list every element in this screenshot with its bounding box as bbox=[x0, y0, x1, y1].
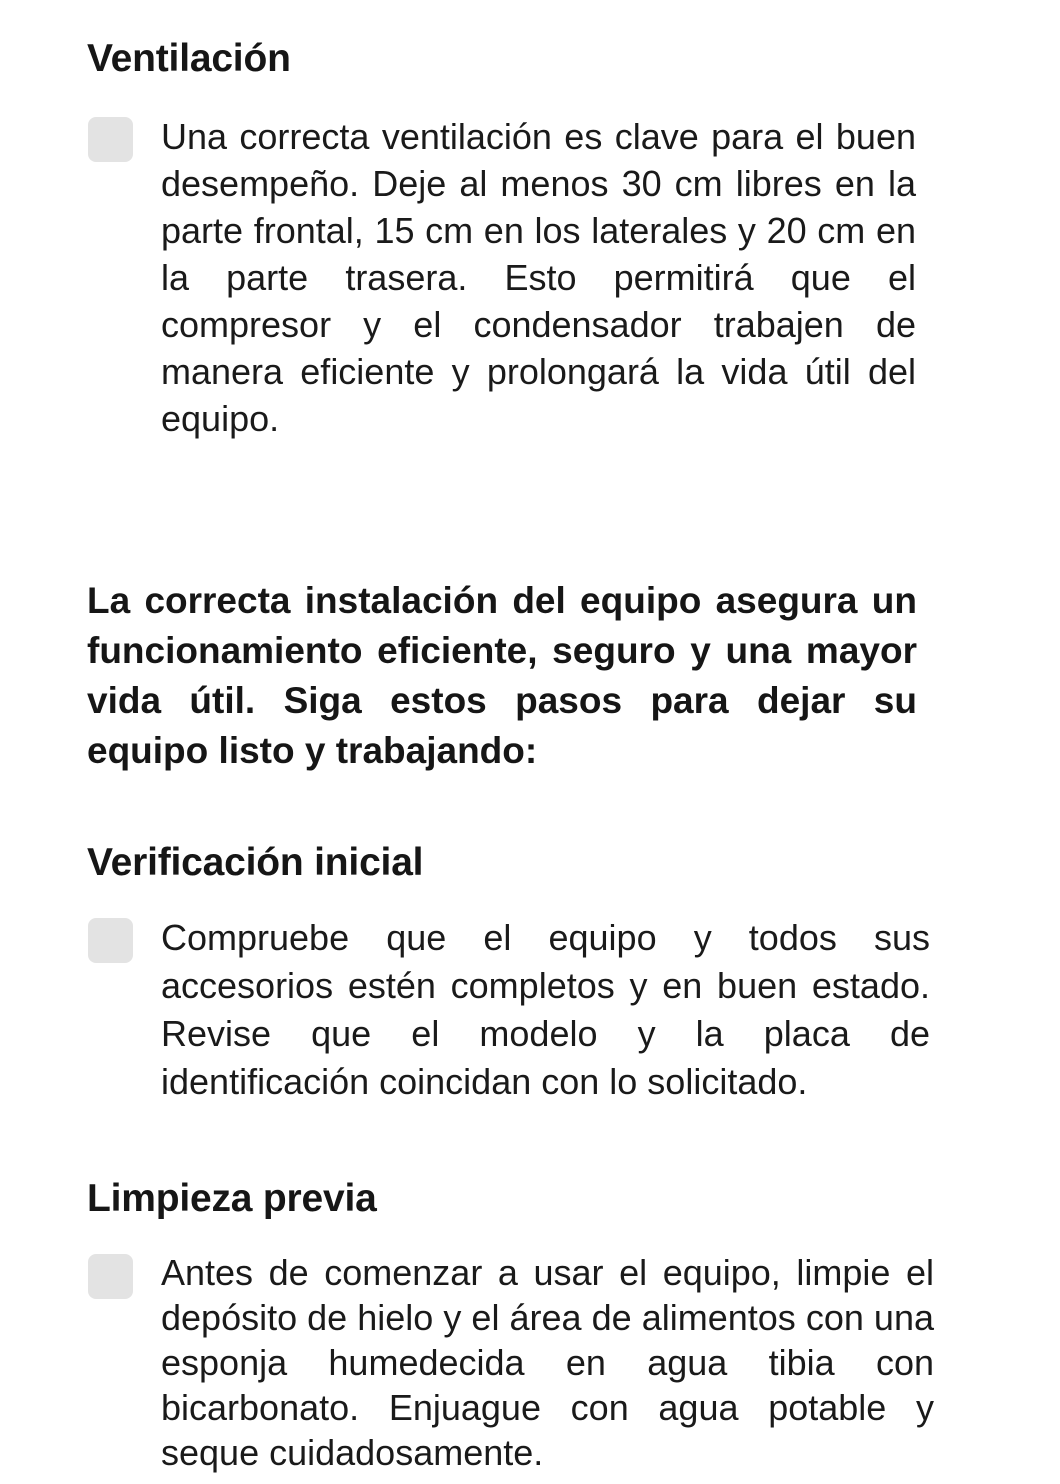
text-ventilacion: Una correcta ventilación es clave para el buen desempeño. Deje al menos 30 cm libres en la parte frontal, 15 cm en los laterales y 20 cm en la parte trasera. Esto permitirá que el compresor y el condensador trabajen de manera eficiente y prolongará la vida útil del equipo. bbox=[161, 116, 916, 439]
heading-verificacion: Verificación inicial bbox=[87, 841, 424, 884]
text-limpieza: Antes de comenzar a usar el equipo, limpie el depósito de hielo y el área de alimentos con una esponja humedecida en agua tibia con bicarbonato. Enjuague con agua potable y seque cuidadosamente. bbox=[161, 1252, 934, 1473]
heading-limpieza: Limpieza previa bbox=[87, 1177, 377, 1220]
checkbox-verificacion[interactable] bbox=[88, 918, 133, 963]
intro-paragraph: La correcta instalación del equipo asegura un funcionamiento eficiente, seguro y una mayor vida útil. Siga estos pasos para dejar su equipo listo y trabajando: bbox=[87, 580, 917, 771]
checkbox-limpieza[interactable] bbox=[88, 1254, 133, 1299]
checkbox-ventilacion[interactable] bbox=[88, 117, 133, 162]
heading-ventilacion: Ventilación bbox=[87, 37, 291, 80]
text-verificacion: Compruebe que el equipo y todos sus accesorios estén completos y en buen estado. Revise que el modelo y la placa de identificación coincidan con lo solicitado. bbox=[161, 917, 930, 1102]
